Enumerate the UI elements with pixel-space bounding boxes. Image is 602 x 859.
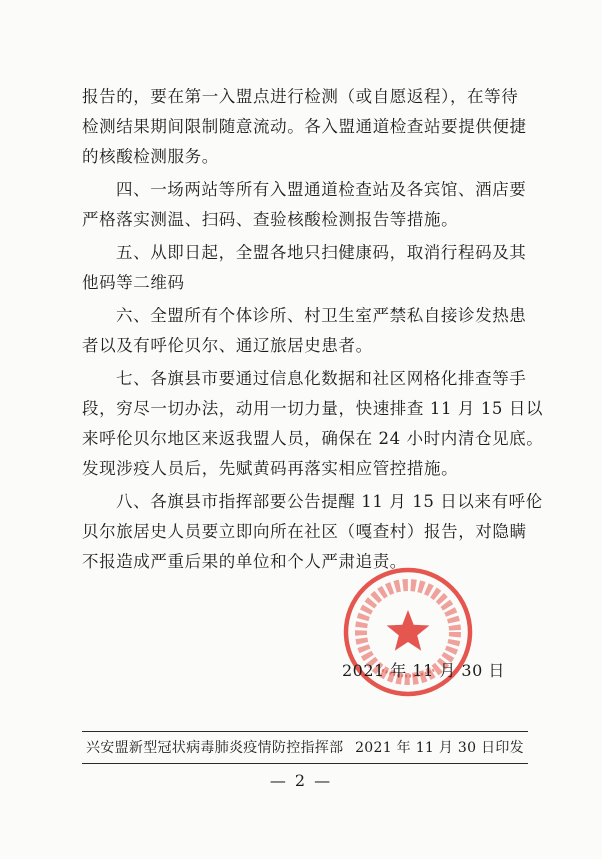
text-line: 者以及有呼伦贝尔、通辽旅居史患者。 [82, 336, 373, 355]
text-line: 七、各旗县市要通过信息化数据和社区网格化排查等手 [116, 369, 527, 388]
document-body [82, 82, 544, 580]
text-line: 不报造成严重后果的单位和个人严肃追责。 [82, 552, 407, 571]
paragraph-item-8 [82, 487, 543, 577]
text-line: 的核酸检测服务。 [82, 147, 219, 166]
footer-issue-date: 2021 年 11 月 30 日印发 [355, 740, 524, 756]
text-line: 发现涉疫人员后，先赋黄码再落实相应管控措施。 [82, 459, 459, 478]
text-line: 四、一场两站等所有入盟通道检查站及各宾馆、酒店要 [116, 180, 527, 199]
text-line: 六、全盟所有个体诊所、村卫生室严禁私自接诊发热患 [116, 306, 527, 325]
signature-date: 2021 年 11 月 30 日 [342, 661, 505, 680]
text-line: 贝尔旅居史人员要立即向所在社区（嘎查村）报告，对隐瞒 [82, 522, 527, 541]
footer-rule-bottom [82, 763, 528, 764]
footer-organization: 兴安盟新型冠状病毒肺炎疫情防控指挥部 [86, 740, 344, 756]
text-line: 五、从即日起，全盟各地只扫健康码，取消行程码及其 [116, 243, 527, 262]
paragraph-continuation [82, 82, 528, 172]
paragraph-item-5 [82, 238, 528, 298]
paragraph-item-7 [82, 364, 544, 484]
star-icon [387, 610, 430, 651]
paragraph-item-6 [82, 301, 528, 361]
text-line: 报告的，要在第一入盟点进行检测（或自愿返程），在等待 [82, 87, 519, 106]
page-number: — 2 — [269, 771, 333, 790]
text-line: 八、各旗县市指挥部要公告提醒 11 月 15 日以来有呼伦 [116, 492, 543, 511]
paragraph-item-4 [82, 175, 528, 235]
footer-rule-top [82, 731, 528, 732]
text-line: 段，穷尽一切办法，动用一切力量，快速排查 11 月 15 日以 [82, 399, 544, 418]
text-line: 他码等二维码 [82, 273, 185, 292]
text-line: 来呼伦贝尔地区来返我盟人员，确保在 24 小时内清仓见底。 [82, 429, 544, 448]
text-line: 严格落实测温、扫码、查验核酸检测报告等措施。 [82, 210, 459, 229]
text-line: 检测结果期间限制随意流动。各入盟通道检查站要提供便捷 [82, 117, 527, 136]
